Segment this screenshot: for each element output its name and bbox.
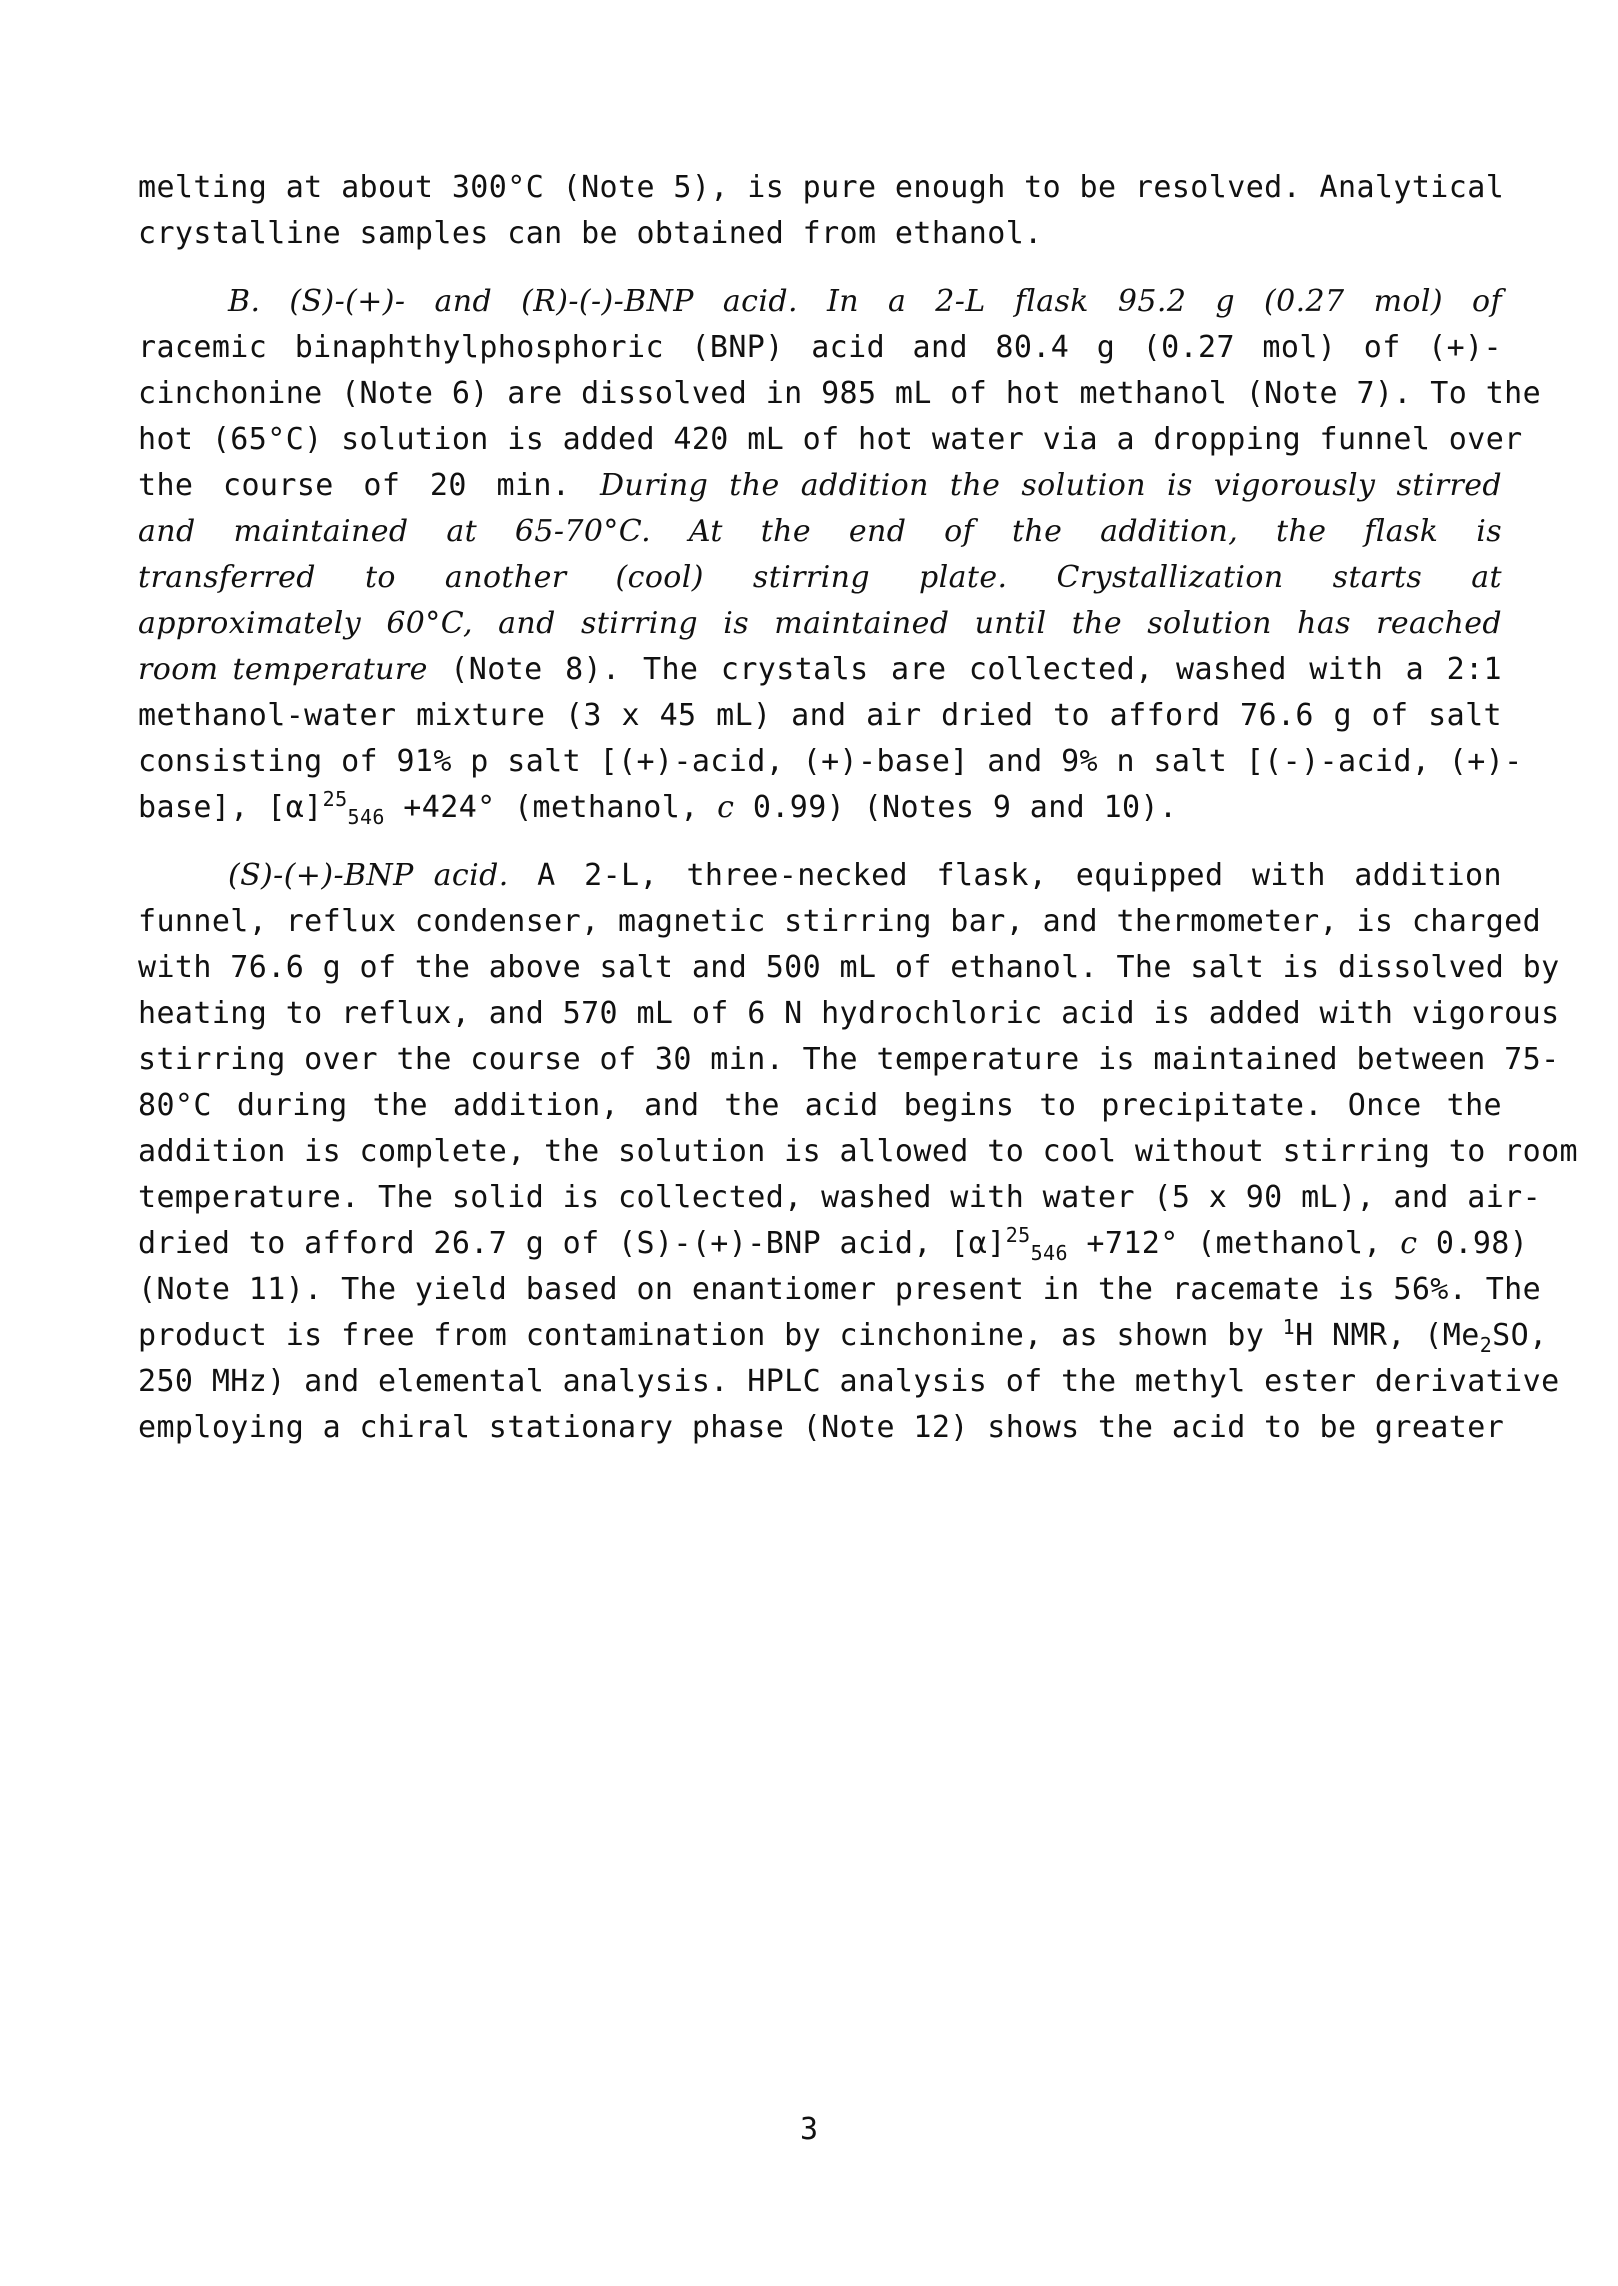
text-line-nmr <box>138 1315 1548 1357</box>
text-segment: A 2-L, three-necked flask, equipped with addition <box>537 858 1502 893</box>
italic-text-line: transferred to another (cool) stirring plate. Crystallization starts at <box>138 560 1502 595</box>
text-line: 250 MHz) and elemental analysis. HPLC analysis of the methyl ester derivative <box>138 1364 1560 1399</box>
italic-text-line: and maintained at 65-70°C. At the end of the addition, the flask is <box>138 514 1502 549</box>
text-segment: 0.98) <box>1417 1226 1529 1261</box>
text-line-rotation <box>138 1223 1529 1265</box>
text-line: crystalline samples can be obtained from ethanol. <box>138 216 1043 251</box>
text-line: hot (65°C) solution is added 420 mL of hot water via a dropping funnel over <box>138 422 1523 457</box>
text-segment: base], [α] <box>138 790 323 825</box>
subsection-heading: (S)-(+)-BNP acid. <box>228 858 509 893</box>
text-line: addition is complete, the solution is allowed to cool without stirring to room <box>138 1134 1578 1169</box>
text-line: stirring over the course of 30 min. The temperature is maintained between 75- <box>138 1042 1560 1077</box>
italic-text-line: approximately 60°C, and stirring is maintained until the solution has reached <box>138 606 1502 641</box>
text-line: 80°C during the addition, and the acid begins to precipitate. Once the <box>138 1088 1502 1123</box>
text-segment: 0.99) (Notes 9 and 10). <box>734 790 1178 825</box>
text-line: employing a chiral stationary phase (Note 12) shows the acid to be greater <box>138 1410 1505 1445</box>
italic-text-segment: During the addition the solution is vigorously stirred <box>599 468 1502 503</box>
italic-c: c <box>717 790 735 825</box>
text-line: consisting of 91% p salt [(+)-acid, (+)-base] and 9% n salt [(-)-acid, (+)- <box>138 744 1523 779</box>
text-segment: SO, <box>1492 1318 1548 1353</box>
section-heading-b: B. (S)-(+)- and (R)-(-)-BNP acid. In a 2-L flask 95.2 g (0.27 mol) of <box>228 284 1502 319</box>
text-line: melting at about 300°C (Note 5), is pure enough to be resolved. Analytical <box>138 170 1505 205</box>
superscript: 1 <box>1282 1315 1296 1339</box>
text-line: with 76.6 g of the above salt and 500 mL of ethanol. The salt is dissolved by <box>138 950 1560 985</box>
text-line-rotation <box>138 788 1502 828</box>
page-number: 3 <box>799 2112 819 2147</box>
text-segment: (Note 8). The crystals are collected, washed with a 2:1 <box>450 652 1502 687</box>
text-line: methanol-water mixture (3 x 45 mL) and air dried to afford 76.6 g of salt <box>138 698 1502 733</box>
text-line: racemic binaphthylphosphoric (BNP) acid and 80.4 g (0.27 mol) of (+)- <box>138 330 1502 365</box>
text-line: funnel, reflux condenser, magnetic stirring bar, and thermometer, is charged <box>138 904 1542 939</box>
text-line <box>138 650 1502 690</box>
text-line <box>138 466 1502 506</box>
text-line-section-b <box>138 282 1502 322</box>
text-line: (Note 11). The yield based on enantiomer present in the racemate is 56%. The <box>138 1272 1542 1307</box>
text-line: temperature. The solid is collected, washed with water (5 x 90 mL), and air- <box>138 1180 1542 1215</box>
italic-text-segment: room temperature <box>138 652 428 687</box>
italic-c: c <box>1400 1226 1418 1261</box>
superscript: 25 <box>1005 1223 1031 1247</box>
text-segment: dried to afford 26.7 g of (S)-(+)-BNP acid, [α] <box>138 1226 1006 1261</box>
text-segment: +424° (methanol, <box>384 790 718 825</box>
text-line-subsection <box>138 856 1502 896</box>
subscript: 2 <box>1479 1333 1493 1357</box>
text-line: heating to reflux, and 570 mL of 6 N hydrochloric acid is added with vigorous <box>138 996 1560 1031</box>
subscript: 546 <box>347 805 385 829</box>
superscript: 25 <box>322 787 348 811</box>
text-segment: H NMR, (Me <box>1295 1318 1480 1353</box>
subscript: 546 <box>1030 1241 1068 1265</box>
text-segment: product is free from contamination by cinchonine, as shown by <box>138 1318 1283 1353</box>
text-segment: the course of 20 min. <box>138 468 571 503</box>
text-segment: +712° (methanol, <box>1067 1226 1401 1261</box>
text-line: cinchonine (Note 6) are dissolved in 985 mL of hot methanol (Note 7). To the <box>138 376 1542 411</box>
